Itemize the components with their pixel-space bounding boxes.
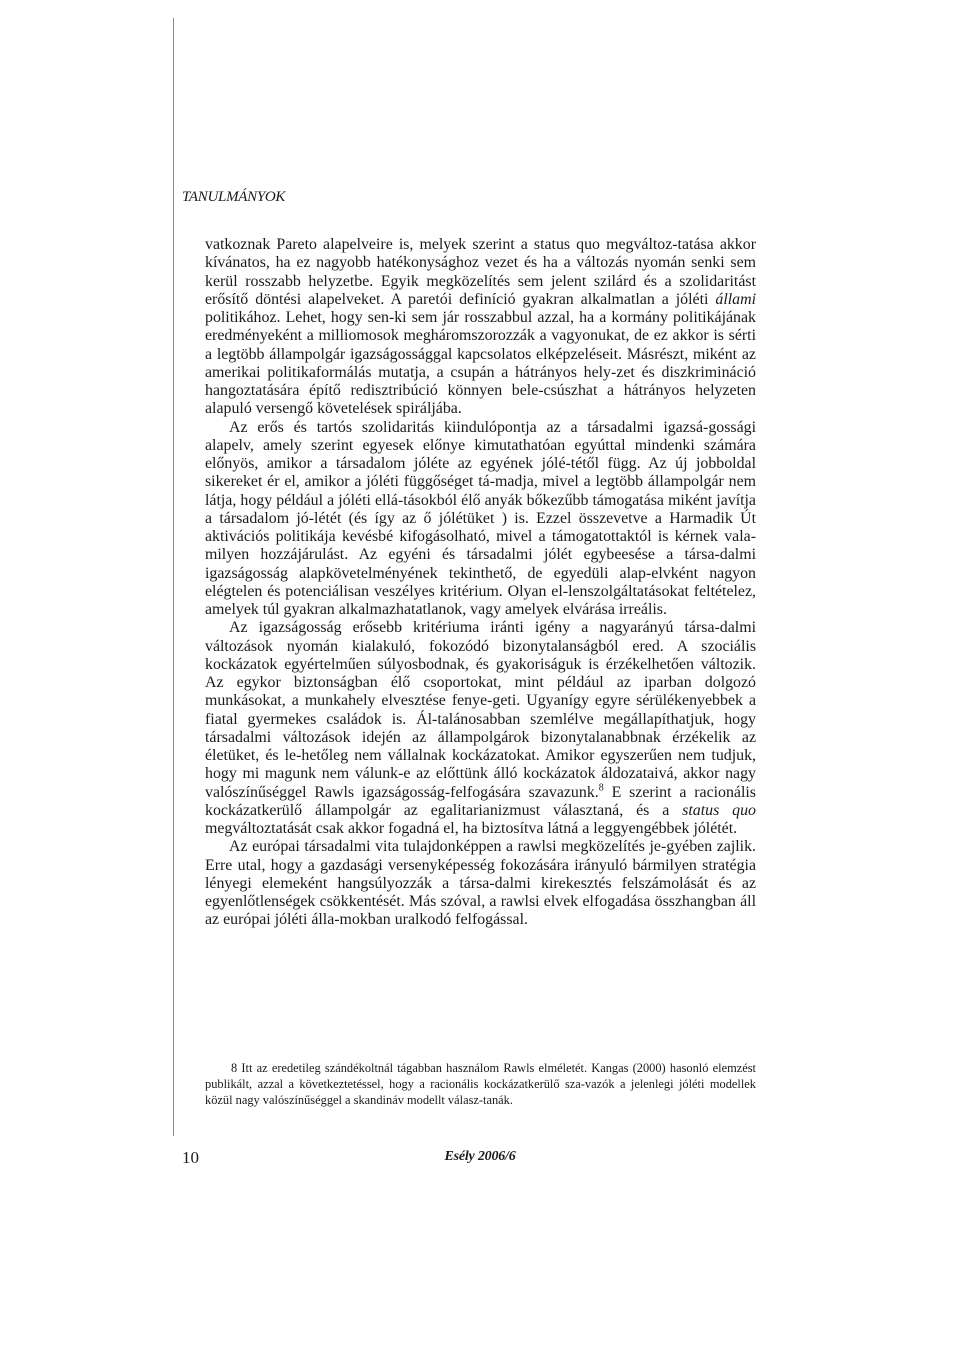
footnote (205, 1060, 756, 1109)
margin-rule (173, 18, 174, 1136)
paragraph (205, 619, 756, 838)
footnote-number: 8 (231, 1061, 238, 1075)
emphasis-text: status quo (682, 801, 756, 819)
paragraph (205, 419, 756, 620)
paragraph-text: politikához. Lehet, hogy sen-ki sem jár rosszabbul azzal, ha a kormány politikájának eredményeként a milliomosok megháromszorozzák a vagyonukat, de ez akkor is sérti a legtöbb állampolgár igazságossággal kapcsolatos elképzeléseit. Másrészt, miként az amerikai politikaformálás mutatja, a csupán a hátrányos hely-zet és diszkrimináció hangoztatására építő redisztribúció könnyen bele-csúszhat a hátrányos helyzeten alapuló versengő követelések spiráljába. (205, 309, 756, 418)
paragraph-text: Az európai társadalmi vita tulajdonképpen a rawlsi megközelítés je-gyében zajlik. Erre utal, hogy a gazdasági versenyképesség fokozására irányuló bármilyen stratégia lényegi elemeként hangsúlyozzák a társa-dalmi kirekesztés felszámolását és az egyenlőtlenségek csökkentését. Más szóval, a rawlsi elvek elfogadása összhangban áll az európai jóléti álla-mokban uralkodó felfogással. (205, 838, 756, 929)
journal-title: Esély 2006/6 (444, 1149, 516, 1164)
footnote-reference: 8 (598, 782, 604, 794)
paragraph (205, 236, 756, 419)
section-header: TANULMÁNYOK (182, 189, 286, 205)
paragraph (205, 838, 756, 929)
footnote-text: Itt az eredetileg szándékoltnál tágabban használom Rawls elméletét. Kangas (2000) hasonló elemzést publikált, azzal a következtetéssel, hogy a racionális kockázatkerülő sza-vazók a jelenlegi jóléti modellek közül nagy valószínűséggel a skandináv modellt válasz-tanák. (205, 1061, 756, 1108)
page-number: 10 (182, 1148, 199, 1167)
paragraph-text: E szerint a racionális kockázatkerülő állampolgár az egalitarianizmust választaná, és a (205, 783, 756, 819)
article-body (205, 236, 756, 930)
emphasis-text: állami (715, 290, 756, 308)
paragraph-text: vatkoznak Pareto alapelveire is, melyek szerint a status quo megváltoz-tatása akkor kívánatos, ha ez nagyobb hatékonysághoz vezet és ha a változás nyomán senki sem kerül rosszabb helyzetbe. Egyik megközelítés sem jelent szilárd és a szolidaritást erősítő döntési alapelveket. A paretói definíció gyakran alkalmatlan a jóléti (205, 236, 756, 308)
paragraph-text: Az igazságosság erősebb kritériuma iránti igény a nagyarányú társa-dalmi változások nyomán kialakuló, fokozódó bizonytalanságból ered. A szociális kockázatok egyértelműen súlyosbodnak, és gyakoriságuk is érzékelhetően változik. Az egykor biztonságban élő csoportokat, mint például az iparban dolgozó munkásokat, a munkahely elvesztése fenye-geti. Ugyanígy egyre sérülékenyebbek a fiatal gyermekes családok is. Ál-talánosabban szemlélve megállapíthatjuk, hogy társadalmi változások idején az állampolgárok bizonytalanabbnak érzékelik az életüket, és le-hetőleg nem vállalnak kockázatokat. Amikor egyszerűen nem tudjuk, hogy mi magunk nem válunk-e az előttünk álló kockázatok áldozataivá, akkor nagy valószínűséggel Rawls igazságosság-felfogására szavazunk. (205, 619, 756, 801)
paragraph-text: megváltoztatását csak akkor fogadná el, ha biztosítva látná a leggyengébbek jólétét. (205, 820, 738, 837)
paragraph-text: Az erős és tartós szolidaritás kiindulópontja az a társadalmi igazsá-gossági alapelv, amely szerint egyesek előnye kimutathatóan egyúttal mindenki számára előnyös, amikor a társadalom jóléte az egyének jólé-tétől függ. Az új jobboldal sikereket ér el, amikor a jóléti függőséget tá-madja, mivel a legtöbb állampolgár nem látja, hogy például a jóléti ellá-tásokból élő anyák bőkezűbb támogatása miként javítja a társadalom jó-létét (és így az ő jólétüket ) is. Ezzel összevetve a Harmadik Út aktivációs politikája kevésbé kifogásolható, mivel a támogatottaktól is kérnek vala-milyen hozzájárulást. Az egyéni és társadalmi jólét egybeesése a társa-dalmi igazságosság alapkövetelményének tekinthető, de egyedüli alap-elvként nagyon elégtelen és potenciálisan veszélyes kritérium. Olyan el-lenszolgáltatásokat feltételez, amelyek túl gyakran alkalmazhatatlanok, vagy amelyek elvárása irreális. (205, 418, 756, 618)
